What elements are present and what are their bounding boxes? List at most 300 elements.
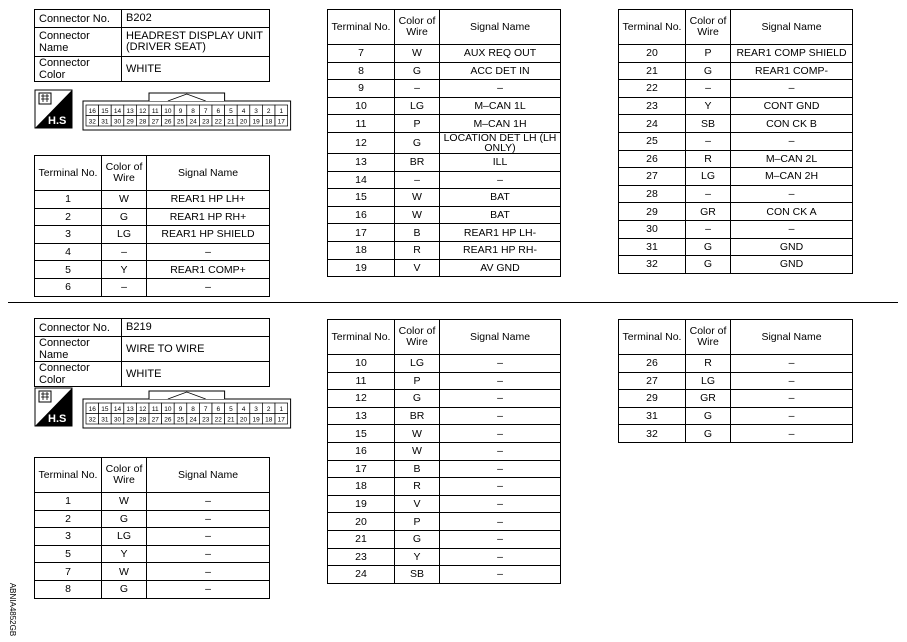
wire-color: G bbox=[102, 208, 147, 226]
signal-name: – bbox=[147, 243, 270, 261]
wire-color: – bbox=[686, 80, 731, 98]
pin-number: 6 bbox=[216, 406, 221, 413]
terminal-number: 7 bbox=[35, 563, 102, 581]
wire-color: – bbox=[686, 220, 731, 238]
connector-face bbox=[83, 93, 291, 130]
wire-color: B bbox=[395, 224, 440, 242]
terminal-number: 22 bbox=[619, 80, 686, 98]
terminal-number: 10 bbox=[328, 355, 395, 373]
terminal-number: 16 bbox=[328, 442, 395, 460]
terminal-row bbox=[35, 580, 270, 598]
terminal-number: 26 bbox=[619, 355, 686, 373]
pin-number: 22 bbox=[214, 118, 222, 126]
terminal-row bbox=[619, 238, 853, 256]
signal-name: – bbox=[731, 185, 853, 203]
signal-name: – bbox=[440, 442, 561, 460]
terminal-row bbox=[619, 62, 853, 80]
terminal-row bbox=[35, 226, 270, 244]
terminal-row bbox=[328, 153, 561, 171]
terminal-number: 17 bbox=[328, 224, 395, 242]
terminal-table-b202-1 bbox=[34, 155, 270, 297]
terminal-number: 2 bbox=[35, 510, 102, 528]
signal-name: – bbox=[731, 80, 853, 98]
pin-number: 2 bbox=[266, 406, 271, 413]
terminal-number: 19 bbox=[328, 259, 395, 277]
terminal-number: 21 bbox=[619, 62, 686, 80]
header-color: Color of Wire bbox=[686, 10, 731, 45]
terminal-number: 32 bbox=[619, 425, 686, 443]
wire-color: LG bbox=[395, 355, 440, 373]
hs-icon bbox=[35, 90, 72, 128]
wire-color: – bbox=[686, 132, 731, 150]
header-terminal: Terminal No. bbox=[619, 10, 686, 45]
signal-name: – bbox=[440, 407, 561, 425]
signal-name: CONT GND bbox=[731, 97, 853, 115]
signal-name: – bbox=[147, 563, 270, 581]
signal-name: BAT bbox=[440, 206, 561, 224]
wire-color: W bbox=[395, 189, 440, 207]
wire-color: BR bbox=[395, 153, 440, 171]
wire-color: W bbox=[395, 442, 440, 460]
pin-number: 25 bbox=[176, 416, 185, 424]
wire-color: V bbox=[395, 259, 440, 277]
terminal-number: 24 bbox=[328, 566, 395, 584]
wire-color: Y bbox=[395, 548, 440, 566]
terminal-row bbox=[328, 171, 561, 189]
connector-info-b219 bbox=[34, 318, 270, 387]
wire-color: LG bbox=[395, 97, 440, 115]
terminal-number: 14 bbox=[328, 171, 395, 189]
wire-color: G bbox=[686, 238, 731, 256]
wire-color: P bbox=[395, 115, 440, 133]
pin-number: 7 bbox=[203, 406, 208, 413]
wire-color: P bbox=[395, 513, 440, 531]
signal-name: BAT bbox=[440, 189, 561, 207]
wire-color: BR bbox=[395, 407, 440, 425]
terminal-number: 15 bbox=[328, 189, 395, 207]
wire-color: W bbox=[102, 191, 147, 209]
terminal-number: 11 bbox=[328, 372, 395, 390]
terminal-number: 3 bbox=[35, 226, 102, 244]
connector-info-b202 bbox=[34, 9, 270, 82]
signal-name: – bbox=[440, 495, 561, 513]
signal-name: REAR1 COMP SHIELD bbox=[731, 45, 853, 63]
signal-name: – bbox=[147, 545, 270, 563]
pin-number: 16 bbox=[88, 406, 96, 413]
terminal-row bbox=[619, 45, 853, 63]
terminal-number: 28 bbox=[619, 185, 686, 203]
signal-name: – bbox=[731, 220, 853, 238]
signal-name: M–CAN 2H bbox=[731, 168, 853, 186]
pin-number: 9 bbox=[178, 406, 183, 413]
header-terminal: Terminal No. bbox=[35, 458, 102, 493]
pin-number: 31 bbox=[101, 118, 109, 126]
pin-number: 16 bbox=[88, 108, 96, 115]
signal-name: M–CAN 2L bbox=[731, 150, 853, 168]
pin-number: 21 bbox=[227, 416, 235, 424]
hs-label: H.S bbox=[48, 115, 67, 127]
signal-name: – bbox=[147, 528, 270, 546]
terminal-number: 30 bbox=[619, 220, 686, 238]
signal-name: M–CAN 1H bbox=[440, 115, 561, 133]
terminal-row bbox=[35, 191, 270, 209]
header-signal: Signal Name bbox=[440, 10, 561, 45]
header-signal: Signal Name bbox=[147, 156, 270, 191]
pin-number: 3 bbox=[254, 406, 258, 413]
info-value: WIRE TO WIRE bbox=[122, 337, 270, 362]
pin-number: 24 bbox=[189, 118, 197, 126]
pin-number: 13 bbox=[126, 108, 134, 115]
signal-name: – bbox=[731, 355, 853, 373]
pin-number: 5 bbox=[229, 406, 233, 413]
signal-name: – bbox=[731, 425, 853, 443]
wire-color: G bbox=[102, 580, 147, 598]
info-key: Connector No. bbox=[35, 319, 122, 337]
terminal-number: 3 bbox=[35, 528, 102, 546]
signal-name: AV GND bbox=[440, 259, 561, 277]
signal-name: ILL bbox=[440, 153, 561, 171]
section-divider bbox=[8, 302, 898, 303]
signal-name: GND bbox=[731, 256, 853, 274]
pin-number: 32 bbox=[88, 416, 96, 424]
signal-name: CON CK B bbox=[731, 115, 853, 133]
pin-number: 13 bbox=[126, 406, 134, 413]
terminal-number: 20 bbox=[328, 513, 395, 531]
signal-name: GND bbox=[731, 238, 853, 256]
terminal-number: 31 bbox=[619, 407, 686, 425]
terminal-row bbox=[619, 425, 853, 443]
terminal-row bbox=[328, 548, 561, 566]
terminal-number: 7 bbox=[328, 45, 395, 63]
pin-number: 29 bbox=[126, 416, 134, 424]
terminal-number: 12 bbox=[328, 390, 395, 408]
wire-color: – bbox=[395, 171, 440, 189]
terminal-row bbox=[328, 97, 561, 115]
wire-color: B bbox=[395, 460, 440, 478]
info-value: B202 bbox=[122, 10, 270, 28]
terminal-number: 2 bbox=[35, 208, 102, 226]
info-value: HEADREST DISPLAY UNIT (DRIVER SEAT) bbox=[122, 28, 270, 57]
hs-icon bbox=[35, 388, 72, 426]
terminal-row bbox=[35, 243, 270, 261]
terminal-number: 20 bbox=[619, 45, 686, 63]
header-color: Color of Wire bbox=[102, 156, 147, 191]
terminal-row bbox=[35, 545, 270, 563]
terminal-table-b219-2 bbox=[327, 319, 561, 584]
terminal-number: 8 bbox=[35, 580, 102, 598]
terminal-number: 11 bbox=[328, 115, 395, 133]
wire-color: G bbox=[686, 425, 731, 443]
terminal-number: 15 bbox=[328, 425, 395, 443]
header-color: Color of Wire bbox=[395, 10, 440, 45]
terminal-row bbox=[35, 528, 270, 546]
signal-name: – bbox=[440, 80, 561, 98]
pin-number: 27 bbox=[151, 416, 159, 424]
pin-number: 11 bbox=[151, 108, 159, 115]
header-color: Color of Wire bbox=[102, 458, 147, 493]
pin-number: 7 bbox=[203, 108, 208, 115]
wire-color: LG bbox=[686, 372, 731, 390]
terminal-row bbox=[619, 80, 853, 98]
wire-color: – bbox=[686, 185, 731, 203]
terminal-table-b202-3 bbox=[618, 9, 853, 274]
signal-name: REAR1 HP RH- bbox=[440, 241, 561, 259]
terminal-row bbox=[328, 566, 561, 584]
pin-number: 2 bbox=[266, 108, 271, 115]
terminal-number: 9 bbox=[328, 80, 395, 98]
signal-name: REAR1 COMP+ bbox=[147, 261, 270, 279]
pin-number: 20 bbox=[239, 118, 248, 126]
pin-number: 23 bbox=[202, 416, 210, 424]
connector-face bbox=[83, 391, 291, 428]
header-terminal: Terminal No. bbox=[328, 10, 395, 45]
pin-number: 3 bbox=[254, 108, 258, 115]
wire-color: G bbox=[395, 390, 440, 408]
wire-color: G bbox=[686, 407, 731, 425]
signal-name: ACC DET IN bbox=[440, 62, 561, 80]
terminal-number: 17 bbox=[328, 460, 395, 478]
pin-number: 18 bbox=[265, 118, 273, 126]
terminal-row bbox=[328, 390, 561, 408]
wire-color: W bbox=[395, 206, 440, 224]
signal-name: – bbox=[731, 132, 853, 150]
terminal-number: 29 bbox=[619, 390, 686, 408]
pin-number: 25 bbox=[176, 118, 185, 126]
wire-color: G bbox=[395, 530, 440, 548]
wire-color: – bbox=[102, 278, 147, 296]
terminal-number: 23 bbox=[328, 548, 395, 566]
pin-number: 1 bbox=[279, 108, 284, 115]
terminal-row bbox=[328, 407, 561, 425]
terminal-row bbox=[619, 256, 853, 274]
terminal-number: 29 bbox=[619, 203, 686, 221]
terminal-number: 8 bbox=[328, 62, 395, 80]
terminal-row bbox=[328, 241, 561, 259]
signal-name: M–CAN 1L bbox=[440, 97, 561, 115]
header-signal: Signal Name bbox=[731, 320, 853, 355]
terminal-row bbox=[328, 206, 561, 224]
wire-color: G bbox=[395, 62, 440, 80]
info-value: WHITE bbox=[122, 57, 270, 82]
terminal-number: 12 bbox=[328, 132, 395, 153]
pin-number: 26 bbox=[164, 118, 172, 126]
pin-number: 23 bbox=[202, 118, 210, 126]
terminal-number: 24 bbox=[619, 115, 686, 133]
pin-number: 4 bbox=[241, 108, 246, 115]
pin-number: 31 bbox=[101, 416, 109, 424]
wire-color: G bbox=[395, 132, 440, 153]
pin-number: 11 bbox=[151, 406, 159, 413]
terminal-number: 19 bbox=[328, 495, 395, 513]
terminal-number: 27 bbox=[619, 168, 686, 186]
header-color: Color of Wire bbox=[686, 320, 731, 355]
terminal-number: 6 bbox=[35, 278, 102, 296]
terminal-table-b219-1 bbox=[34, 457, 270, 599]
terminal-row bbox=[619, 115, 853, 133]
signal-name: REAR1 COMP- bbox=[731, 62, 853, 80]
pin-number: 29 bbox=[126, 118, 134, 126]
wire-color: Y bbox=[686, 97, 731, 115]
signal-name: LOCATION DET LH (LH ONLY) bbox=[440, 132, 561, 153]
terminal-number: 1 bbox=[35, 191, 102, 209]
wire-color: SB bbox=[686, 115, 731, 133]
info-key: Connector Color bbox=[35, 57, 122, 82]
pin-number: 20 bbox=[239, 416, 248, 424]
terminal-row bbox=[35, 208, 270, 226]
signal-name: – bbox=[731, 390, 853, 408]
header-color: Color of Wire bbox=[395, 320, 440, 355]
terminal-row bbox=[328, 132, 561, 153]
terminal-row bbox=[328, 115, 561, 133]
info-key: Connector Color bbox=[35, 362, 122, 387]
wire-color: R bbox=[395, 478, 440, 496]
pin-number: 27 bbox=[151, 118, 159, 126]
signal-name: – bbox=[440, 478, 561, 496]
pin-number: 15 bbox=[101, 108, 109, 115]
wire-color: V bbox=[395, 495, 440, 513]
signal-name: – bbox=[147, 278, 270, 296]
pin-number: 19 bbox=[252, 416, 260, 424]
pin-number: 24 bbox=[189, 416, 197, 424]
terminal-row bbox=[619, 185, 853, 203]
terminal-row bbox=[328, 478, 561, 496]
terminal-number: 18 bbox=[328, 478, 395, 496]
terminal-row bbox=[328, 425, 561, 443]
terminal-row bbox=[619, 407, 853, 425]
terminal-row bbox=[328, 355, 561, 373]
info-value: WHITE bbox=[122, 362, 270, 387]
terminal-table-b219-3 bbox=[618, 319, 853, 443]
pin-number: 8 bbox=[191, 108, 195, 115]
signal-name: – bbox=[440, 530, 561, 548]
wire-color: SB bbox=[395, 566, 440, 584]
pin-number: 30 bbox=[113, 416, 122, 424]
wire-color: P bbox=[686, 45, 731, 63]
pin-number: 18 bbox=[265, 416, 273, 424]
terminal-row bbox=[328, 224, 561, 242]
signal-name: – bbox=[440, 460, 561, 478]
terminal-row bbox=[328, 442, 561, 460]
signal-name: – bbox=[147, 510, 270, 528]
wire-color: LG bbox=[686, 168, 731, 186]
terminal-table-b202-2 bbox=[327, 9, 561, 277]
pin-number: 32 bbox=[88, 118, 96, 126]
wire-color: GR bbox=[686, 390, 731, 408]
terminal-number: 25 bbox=[619, 132, 686, 150]
terminal-number: 4 bbox=[35, 243, 102, 261]
terminal-row bbox=[619, 372, 853, 390]
wire-color: W bbox=[395, 425, 440, 443]
wire-color: G bbox=[102, 510, 147, 528]
pin-number: 4 bbox=[241, 406, 246, 413]
wire-color: G bbox=[686, 62, 731, 80]
terminal-row bbox=[35, 493, 270, 511]
pin-number: 5 bbox=[229, 108, 233, 115]
signal-name: – bbox=[147, 580, 270, 598]
pin-number: 10 bbox=[164, 108, 172, 115]
terminal-row bbox=[619, 150, 853, 168]
signal-name: – bbox=[440, 513, 561, 531]
header-terminal: Terminal No. bbox=[619, 320, 686, 355]
pin-number: 22 bbox=[214, 416, 222, 424]
pin-number: 8 bbox=[191, 406, 195, 413]
pin-number: 14 bbox=[113, 406, 122, 413]
pin-number: 12 bbox=[139, 108, 147, 115]
terminal-number: 1 bbox=[35, 493, 102, 511]
terminal-row bbox=[35, 261, 270, 279]
signal-name: – bbox=[731, 372, 853, 390]
signal-name: – bbox=[440, 372, 561, 390]
pin-number: 21 bbox=[227, 118, 235, 126]
signal-name: – bbox=[440, 171, 561, 189]
pin-number: 10 bbox=[164, 406, 172, 413]
wire-color: GR bbox=[686, 203, 731, 221]
pin-number: 19 bbox=[252, 118, 260, 126]
pin-number: 14 bbox=[113, 108, 122, 115]
terminal-number: 13 bbox=[328, 407, 395, 425]
header-terminal: Terminal No. bbox=[328, 320, 395, 355]
signal-name: CON CK A bbox=[731, 203, 853, 221]
terminal-row bbox=[619, 168, 853, 186]
terminal-row bbox=[35, 510, 270, 528]
pin-number: 6 bbox=[216, 108, 221, 115]
signal-name: REAR1 HP SHIELD bbox=[147, 226, 270, 244]
pin-number: 1 bbox=[279, 406, 284, 413]
terminal-number: 31 bbox=[619, 238, 686, 256]
pin-number: 28 bbox=[139, 118, 147, 126]
wire-color: W bbox=[102, 563, 147, 581]
terminal-row bbox=[328, 530, 561, 548]
header-terminal: Terminal No. bbox=[35, 156, 102, 191]
wire-color: – bbox=[102, 243, 147, 261]
header-signal: Signal Name bbox=[440, 320, 561, 355]
terminal-number: 18 bbox=[328, 241, 395, 259]
terminal-row bbox=[619, 390, 853, 408]
wire-color: LG bbox=[102, 226, 147, 244]
signal-name: – bbox=[440, 425, 561, 443]
pin-number: 9 bbox=[178, 108, 183, 115]
header-signal: Signal Name bbox=[147, 458, 270, 493]
terminal-number: 23 bbox=[619, 97, 686, 115]
pin-number: 17 bbox=[277, 118, 285, 126]
wire-color: P bbox=[395, 372, 440, 390]
signal-name: REAR1 HP LH- bbox=[440, 224, 561, 242]
terminal-row bbox=[328, 80, 561, 98]
signal-name: – bbox=[731, 407, 853, 425]
header-signal: Signal Name bbox=[731, 10, 853, 45]
terminal-row bbox=[35, 278, 270, 296]
hs-label: H.S bbox=[48, 413, 67, 425]
info-value: B219 bbox=[122, 319, 270, 337]
wire-color: Y bbox=[102, 545, 147, 563]
terminal-number: 10 bbox=[328, 97, 395, 115]
pin-number: 26 bbox=[164, 416, 172, 424]
wire-color: R bbox=[686, 150, 731, 168]
pin-number: 30 bbox=[113, 118, 122, 126]
terminal-row bbox=[328, 372, 561, 390]
signal-name: – bbox=[440, 355, 561, 373]
signal-name: REAR1 HP LH+ bbox=[147, 191, 270, 209]
signal-name: – bbox=[440, 390, 561, 408]
pin-number: 17 bbox=[277, 416, 285, 424]
wire-color: Y bbox=[102, 261, 147, 279]
terminal-row bbox=[619, 132, 853, 150]
terminal-row bbox=[619, 220, 853, 238]
wire-color: G bbox=[686, 256, 731, 274]
signal-name: – bbox=[440, 566, 561, 584]
terminal-row bbox=[619, 355, 853, 373]
connector-diagram-b219 bbox=[34, 386, 294, 432]
